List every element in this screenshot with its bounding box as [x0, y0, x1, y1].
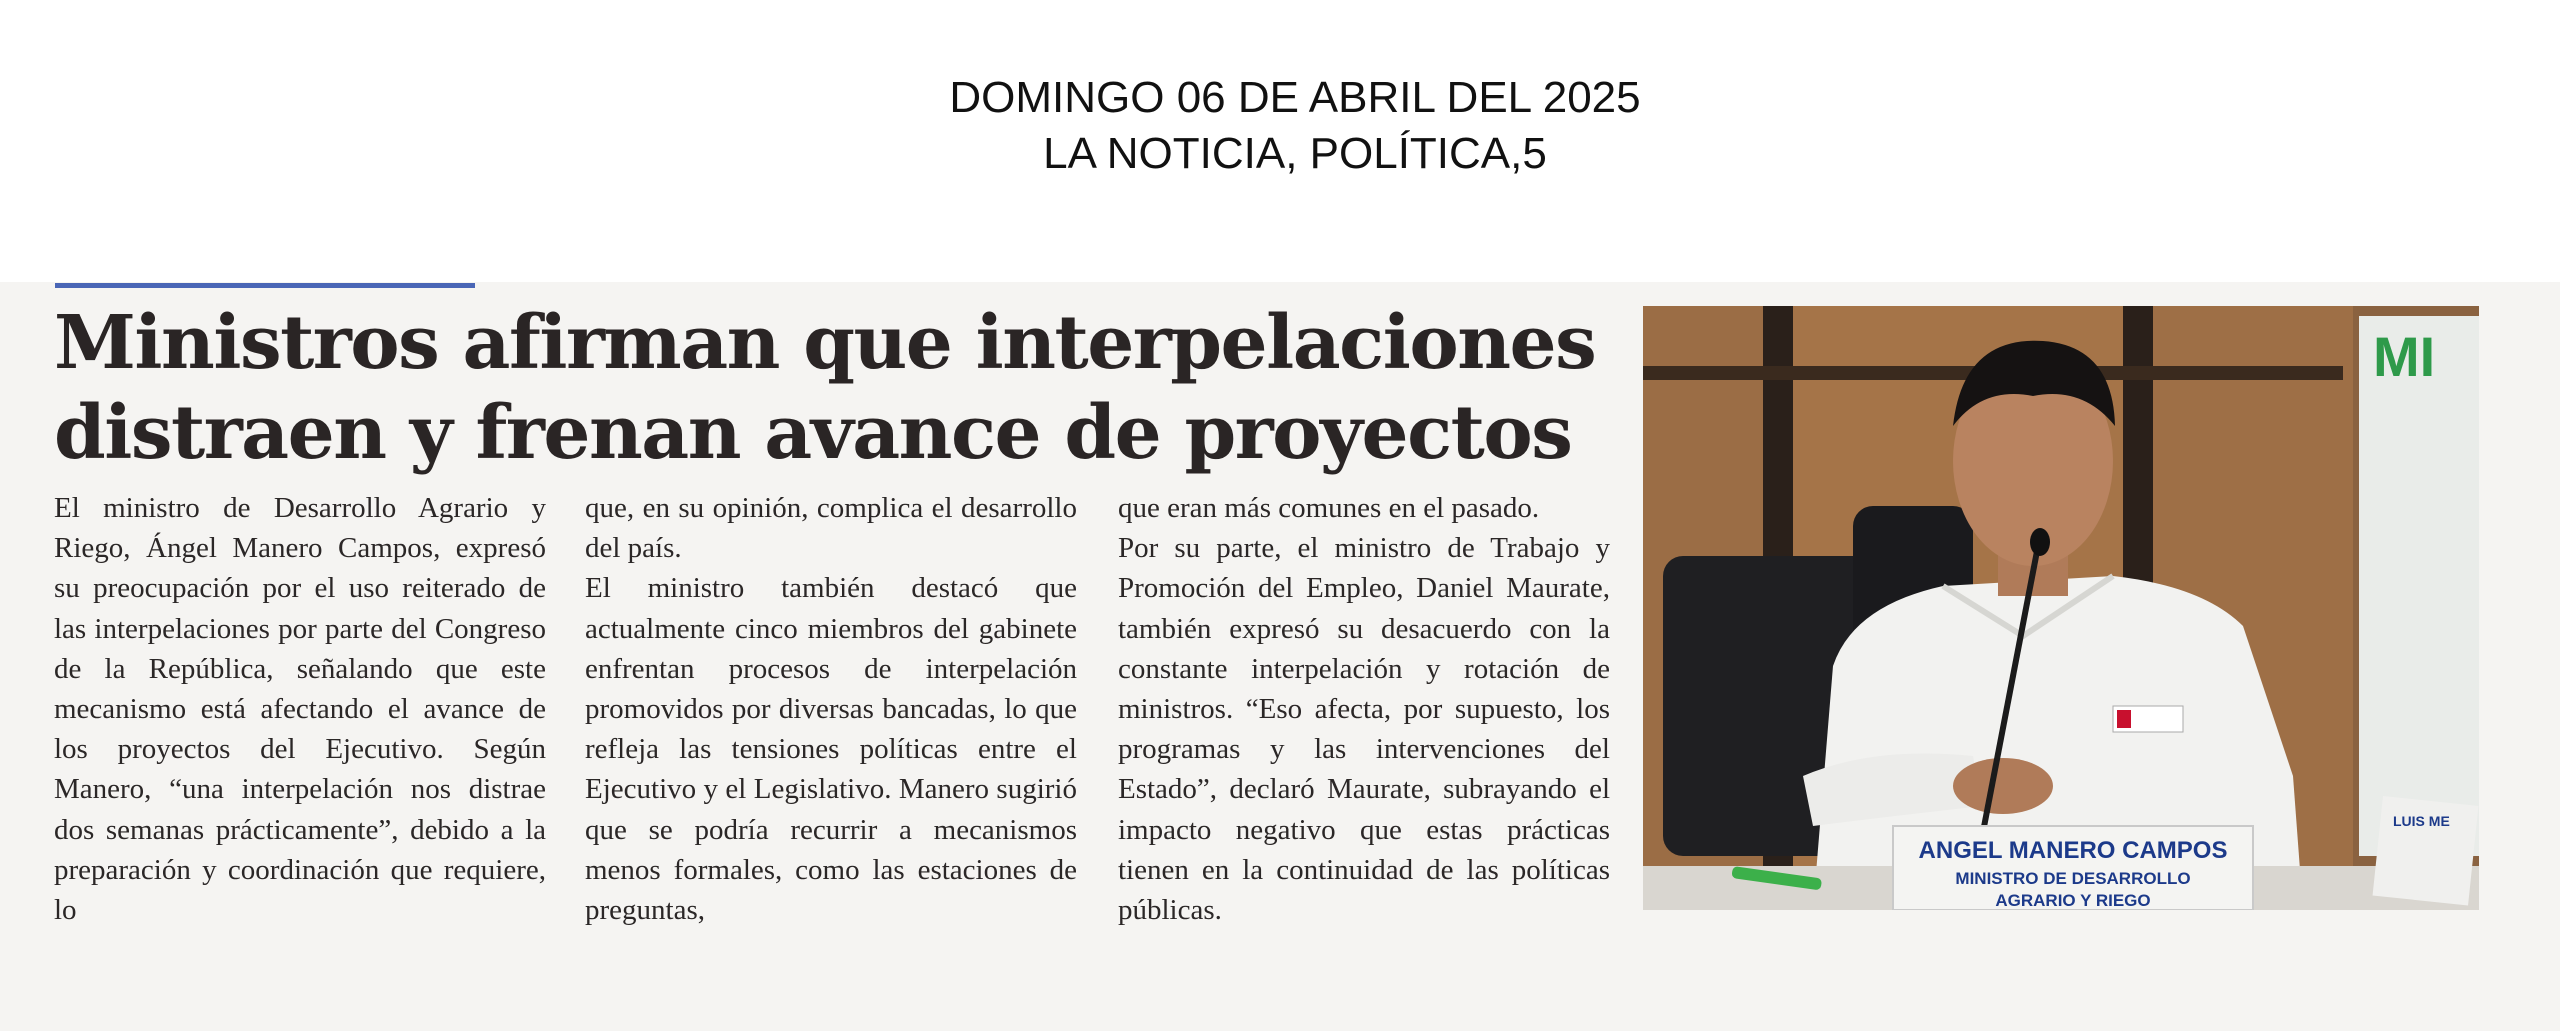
banner-text: MI: [2373, 325, 2436, 388]
minister-photo-illustration: [1643, 306, 2479, 910]
article-column-3: [1118, 488, 1610, 930]
column-3-paragraph-2: Por su parte, el ministro de Trabajo y Promoción del Empleo, Daniel Maurate, también expresó su desacuerdo con la constante interpelación y rotación de ministros. “Eso afecta, por supuesto, los programas y las intervenciones del Estado”, declaró Maurate, subrayando el impacto negativo que estas prácticas tienen en la continuidad de las políticas públicas.: [1118, 532, 1610, 927]
side-card-text: LUIS ME: [2393, 813, 2450, 829]
article-column-2: [585, 488, 1077, 930]
section-rule: [55, 283, 475, 288]
clipping-header: [0, 70, 2560, 182]
column-2-paragraph-1: que, en su opinión, complica el desarrollo del país.: [585, 492, 1077, 565]
column-1-paragraph: El ministro de Desarrollo Agrario y Riego, Ángel Manero Campos, expresó su preocupación por el uso reiterado de las interpelaciones por parte del Congreso de la República, señalando que este mecanismo está afectando el avance de los proyectos del Ejecutivo. Según Manero, “una interpelación nos distrae dos semanas prácticamente”, debido a la preparación y coordinación que requiere, lo: [54, 492, 546, 927]
article-headline: [54, 298, 1614, 478]
nameplate-name: ANGEL MANERO CAMPOS: [1918, 837, 2228, 864]
headline-line-2: distraen y frenan avance de proyectos: [54, 390, 1572, 476]
article-column-1: [54, 488, 546, 930]
article-photo: [1643, 306, 2479, 910]
column-2-paragraph-2: El ministro también destacó que actualmente cinco miembros del gabinete enfrentan procesos de interpelación promovidos por diversas bancadas, lo que refleja las tensiones políticas entre el Ejecutivo y el Legislativo. Manero sugirió que se podría recurrir a mecanismos menos formales, como las estaciones de preguntas,: [585, 572, 1077, 927]
source-line: LA NOTICIA, POLÍTICA,5: [1043, 129, 1547, 178]
column-3-paragraph-1: que eran más comunes en el pasado.: [1118, 492, 1540, 524]
nameplate-title-1: MINISTRO DE DESARROLLO: [1955, 869, 2191, 888]
date-line: DOMINGO 06 DE ABRIL DEL 2025: [949, 73, 1641, 122]
nameplate-title-2: AGRARIO Y RIEGO: [1995, 891, 2151, 910]
headline-line-1: Ministros afirman que interpelaciones: [54, 300, 1596, 386]
